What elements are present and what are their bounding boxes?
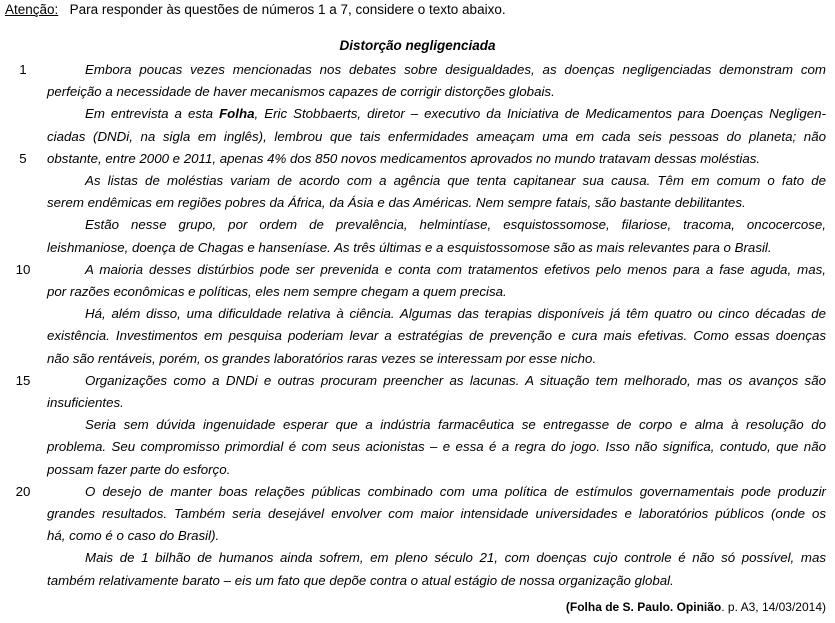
text-line [0,84,835,106]
text-line [0,439,835,461]
line-text-prefix: Em entrevista a esta [85,106,220,122]
text-line [0,306,835,328]
newspaper-name: Folha [219,106,255,122]
text-line [0,217,835,239]
text-line [0,395,835,417]
line-text: Mais de 1 bilhão de humanos ainda sofrem, em pleno século 21, com doenças cujo controle é não só possível, mas [85,550,826,566]
line-text: A maioria desses distúrbios pode ser prevenida e conta com tratamentos efetivos pelo menos para a fase aguda, mas, [85,261,826,277]
line-text: serem endêmicas em regiões pobres da África, da Ásia e das Américas. Nem sempre fatais, são bastante debilitantes. [47,195,746,211]
attention-note [5,2,506,17]
text-line [0,506,835,528]
source-rest: . p. A3, 14/03/2014) [721,600,826,614]
attention-label: Atenção: [5,2,59,17]
line-text: Organizações como a DNDi e outras procuram preencher as lacunas. A situação tem melhorado, mas os avanços são [85,372,826,388]
text-line [0,262,835,284]
line-text: há, como é o caso do Brasil). [47,528,220,544]
line-text: ciadas (DNDi, na sigla em inglês), lembrou que tais enfermidades ameaçam uma em cada seis pessoas do planeta; não [47,128,826,144]
text-line [0,417,835,439]
line-text: Seria sem dúvida ingenuidade esperar que a indústria farmacêutica se entregasse de corpo e alma à resolução do [85,417,826,433]
line-number: 10 [15,261,31,277]
line-text: também relativamente barato – eis um fato que depõe contra o atual estágio de nossa organização global. [47,572,674,588]
line-text: possam fazer parte do esforço. [47,461,231,477]
line-text: Estão nesse grupo, por ordem de prevalência, helmintíase, esquistossomose, filariose, tracoma, oncocercose, [85,217,826,233]
line-text: insuficientes. [47,395,124,410]
source-citation [566,600,826,614]
source-opiniao: Opinião [676,600,722,614]
source-open: (Folha de [565,600,623,614]
source-s: S. [622,600,634,614]
line-text: problema. Seu compromisso primordial é com seus acionistas – e essa é a regra do jogo. Isso não significa, contudo, que não [47,439,826,455]
text-line [0,173,835,195]
text-line [0,462,835,484]
text-line [0,484,835,506]
line-number: 5 [19,150,27,166]
line-text: As listas de moléstias variam de acordo com a agência que tenta capitanear sua causa. Têm em comum o fato de [85,173,826,188]
text-line [0,129,835,151]
text-line [0,573,835,595]
attention-text: Para responder às questões de números 1 a 7, considere o texto abaixo. [69,2,506,17]
text-line [0,284,835,306]
line-number: 20 [15,483,31,499]
line-number: 1 [19,62,27,77]
text-line [0,240,835,262]
line-text: Há, além disso, uma dificuldade relativa à ciência. Algumas das terapias disponíveis já têm quatro ou cinco décadas de [85,306,826,322]
text-line [0,373,835,395]
line-text: existência. Investimentos em pesquisa poderiam levar a estratégias de prevenção e cura mais efetivas. Como essas doenças [47,328,826,344]
text-line [0,328,835,350]
line-number: 15 [15,372,31,388]
line-text: não são rentáveis, porém, os grandes laboratórios raras vezes se interessam por esse nicho. [47,350,597,366]
line-text-rest: , Eric Stobbaerts, diretor – executivo da Iniciativa de Medicamentos para Doenças Negligen- [254,106,826,122]
line-text: grandes resultados. Também seria desejável envolver com maior intensidade universidades e laboratórios públicos (onde os [47,506,826,521]
text-line [0,106,835,128]
source-paulo: Paulo [633,600,670,614]
line-text: por razões econômicas e políticas, eles nem sempre chegam a quem precisa. [47,284,507,299]
line-text: Embora poucas vezes mencionadas nos debates sobre desigualdades, as doenças negligenciadas demonstram com [85,62,826,77]
source-dot: . [669,600,677,614]
line-text [85,106,826,121]
text-line [0,151,835,173]
line-text: O desejo de manter boas relações públicas combinado com uma política de estímulos governamentais pode produzir [85,483,826,499]
text-line [0,62,835,84]
text-line [0,351,835,373]
line-text: perfeição a necessidade de haver mecanismos capazes de corrigir distorções globais. [47,84,555,100]
text-line [0,550,835,572]
text-title: Distorção negligenciada [339,38,496,53]
text-line [0,195,835,217]
line-text: obstante, entre 2000 e 2011, apenas 4% dos 850 novos medicamentos aprovados no mundo tratavam dessas moléstias. [47,150,761,166]
line-text: leishmaniose, doença de Chagas e hanseníase. As três últimas e a esquistossomose são as mais relevantes para o Brasil. [47,239,772,255]
text-line [0,528,835,550]
